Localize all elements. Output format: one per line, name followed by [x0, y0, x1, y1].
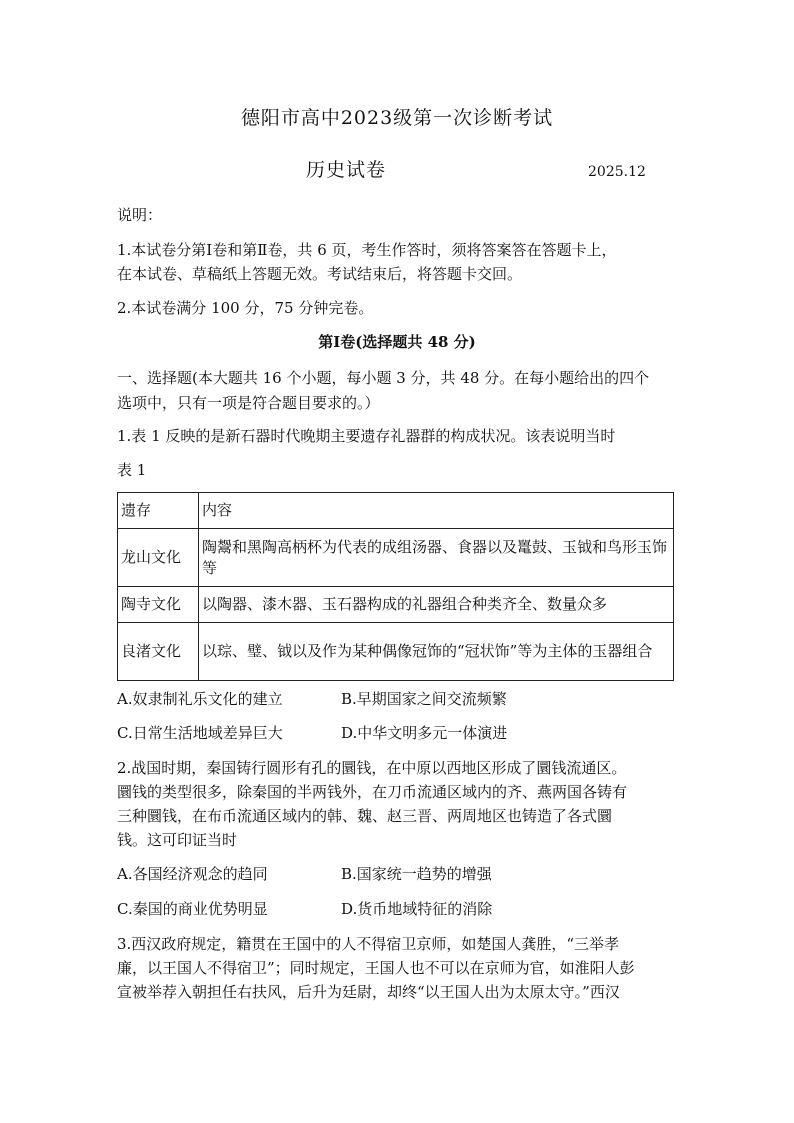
question-2-line-4: 钱。这可印证当时 [117, 831, 238, 849]
q2-option-a: A.各国经济观念的趋同 [117, 865, 268, 883]
table-row [118, 623, 674, 681]
q2-option-d: D.货币地域特征的消除 [341, 900, 493, 918]
section-intro-line-2: 选项中，只有一项是符合题目要求的。） [117, 394, 380, 412]
table-label: 表 1 [117, 461, 147, 479]
instructions-heading: 说明： [117, 206, 163, 224]
question-2-line-3: 三种圜钱，在布币流通区域内的韩、魏、赵三晋、两周地区也铸造了各式圜 [117, 807, 613, 825]
table-cell-content: 以琮、璧、钺以及作为某种偶像冠饰的“冠状饰”等为主体的玉器组合 [199, 623, 674, 681]
table-header-row [118, 493, 674, 529]
section-intro-line-1: 一、选择题(本大题共 16 个小题，每小题 3 分，共 48 分。在每小题给出的四个 [117, 369, 650, 387]
table-row [118, 587, 674, 623]
section-heading: 第Ⅰ卷(选择题共 48 分) [318, 333, 476, 351]
relics-table [117, 492, 674, 681]
table-cell-culture: 陶寺文化 [118, 587, 199, 623]
instruction-item-1-line-2: 在本试卷、草稿纸上答题无效。考试结束后，将答题卡交回。 [117, 265, 523, 283]
table-header-cell: 遗存 [118, 493, 199, 529]
question-3-line-2: 廉，以王国人不得宿卫”；同时规定，王国人也不可以在京师为官，如淮阳人彭 [117, 959, 635, 977]
question-2-line-1: 2.战国时期，秦国铸行圆形有孔的圜钱，在中原以西地区形成了圜钱流通区。 [117, 759, 627, 777]
exam-title: 德阳市高中2023级第一次诊断考试 [240, 107, 554, 129]
question-2-line-2: 圜钱的类型很多，除秦国的半两钱外，在刀币流通区域内的齐、燕两国各铸有 [117, 783, 628, 801]
table-cell-content: 陶鬶和黑陶高柄杯为代表的成组汤器、食器以及鼍鼓、玉钺和鸟形玉饰等 [199, 529, 674, 587]
instruction-item-2: 2.本试卷满分 100 分，75 分钟完卷。 [117, 299, 374, 317]
q1-option-c: C.日常生活地域差异巨大 [117, 724, 283, 742]
q2-option-b: B.国家统一趋势的增强 [341, 865, 492, 883]
table-cell-content: 以陶器、漆木器、玉石器构成的礼器组合种类齐全、数量众多 [199, 587, 674, 623]
instruction-item-1-line-1: 1.本试卷分第Ⅰ卷和第Ⅱ卷，共 6 页，考生作答时，须将答案答在答题卡上， [117, 241, 617, 259]
q2-option-c: C.秦国的商业优势明显 [117, 900, 268, 918]
table-cell-culture: 良渚文化 [118, 623, 199, 681]
q1-option-a: A.奴隶制礼乐文化的建立 [117, 690, 283, 708]
exam-date: 2025.12 [588, 164, 646, 180]
table-cell-culture: 龙山文化 [118, 529, 199, 587]
table-row [118, 529, 674, 587]
q1-option-d: D.中华文明多元一体演进 [341, 724, 508, 742]
exam-subtitle: 历史试卷 [306, 159, 387, 181]
question-3-line-3: 宣被举荐入朝担任右扶风，后升为廷尉，却终“以王国人出为太原太守。”西汉 [117, 983, 620, 1001]
q1-option-b: B.早期国家之间交流频繁 [341, 690, 507, 708]
question-3-line-1: 3.西汉政府规定，籍贯在王国中的人不得宿卫京师，如楚国人龚胜，“三举孝 [117, 935, 619, 953]
table-header-cell: 内容 [199, 493, 674, 529]
question-1-stem: 1.表 1 反映的是新石器时代晚期主要遗存礼器群的构成状况。该表说明当时 [117, 427, 616, 445]
